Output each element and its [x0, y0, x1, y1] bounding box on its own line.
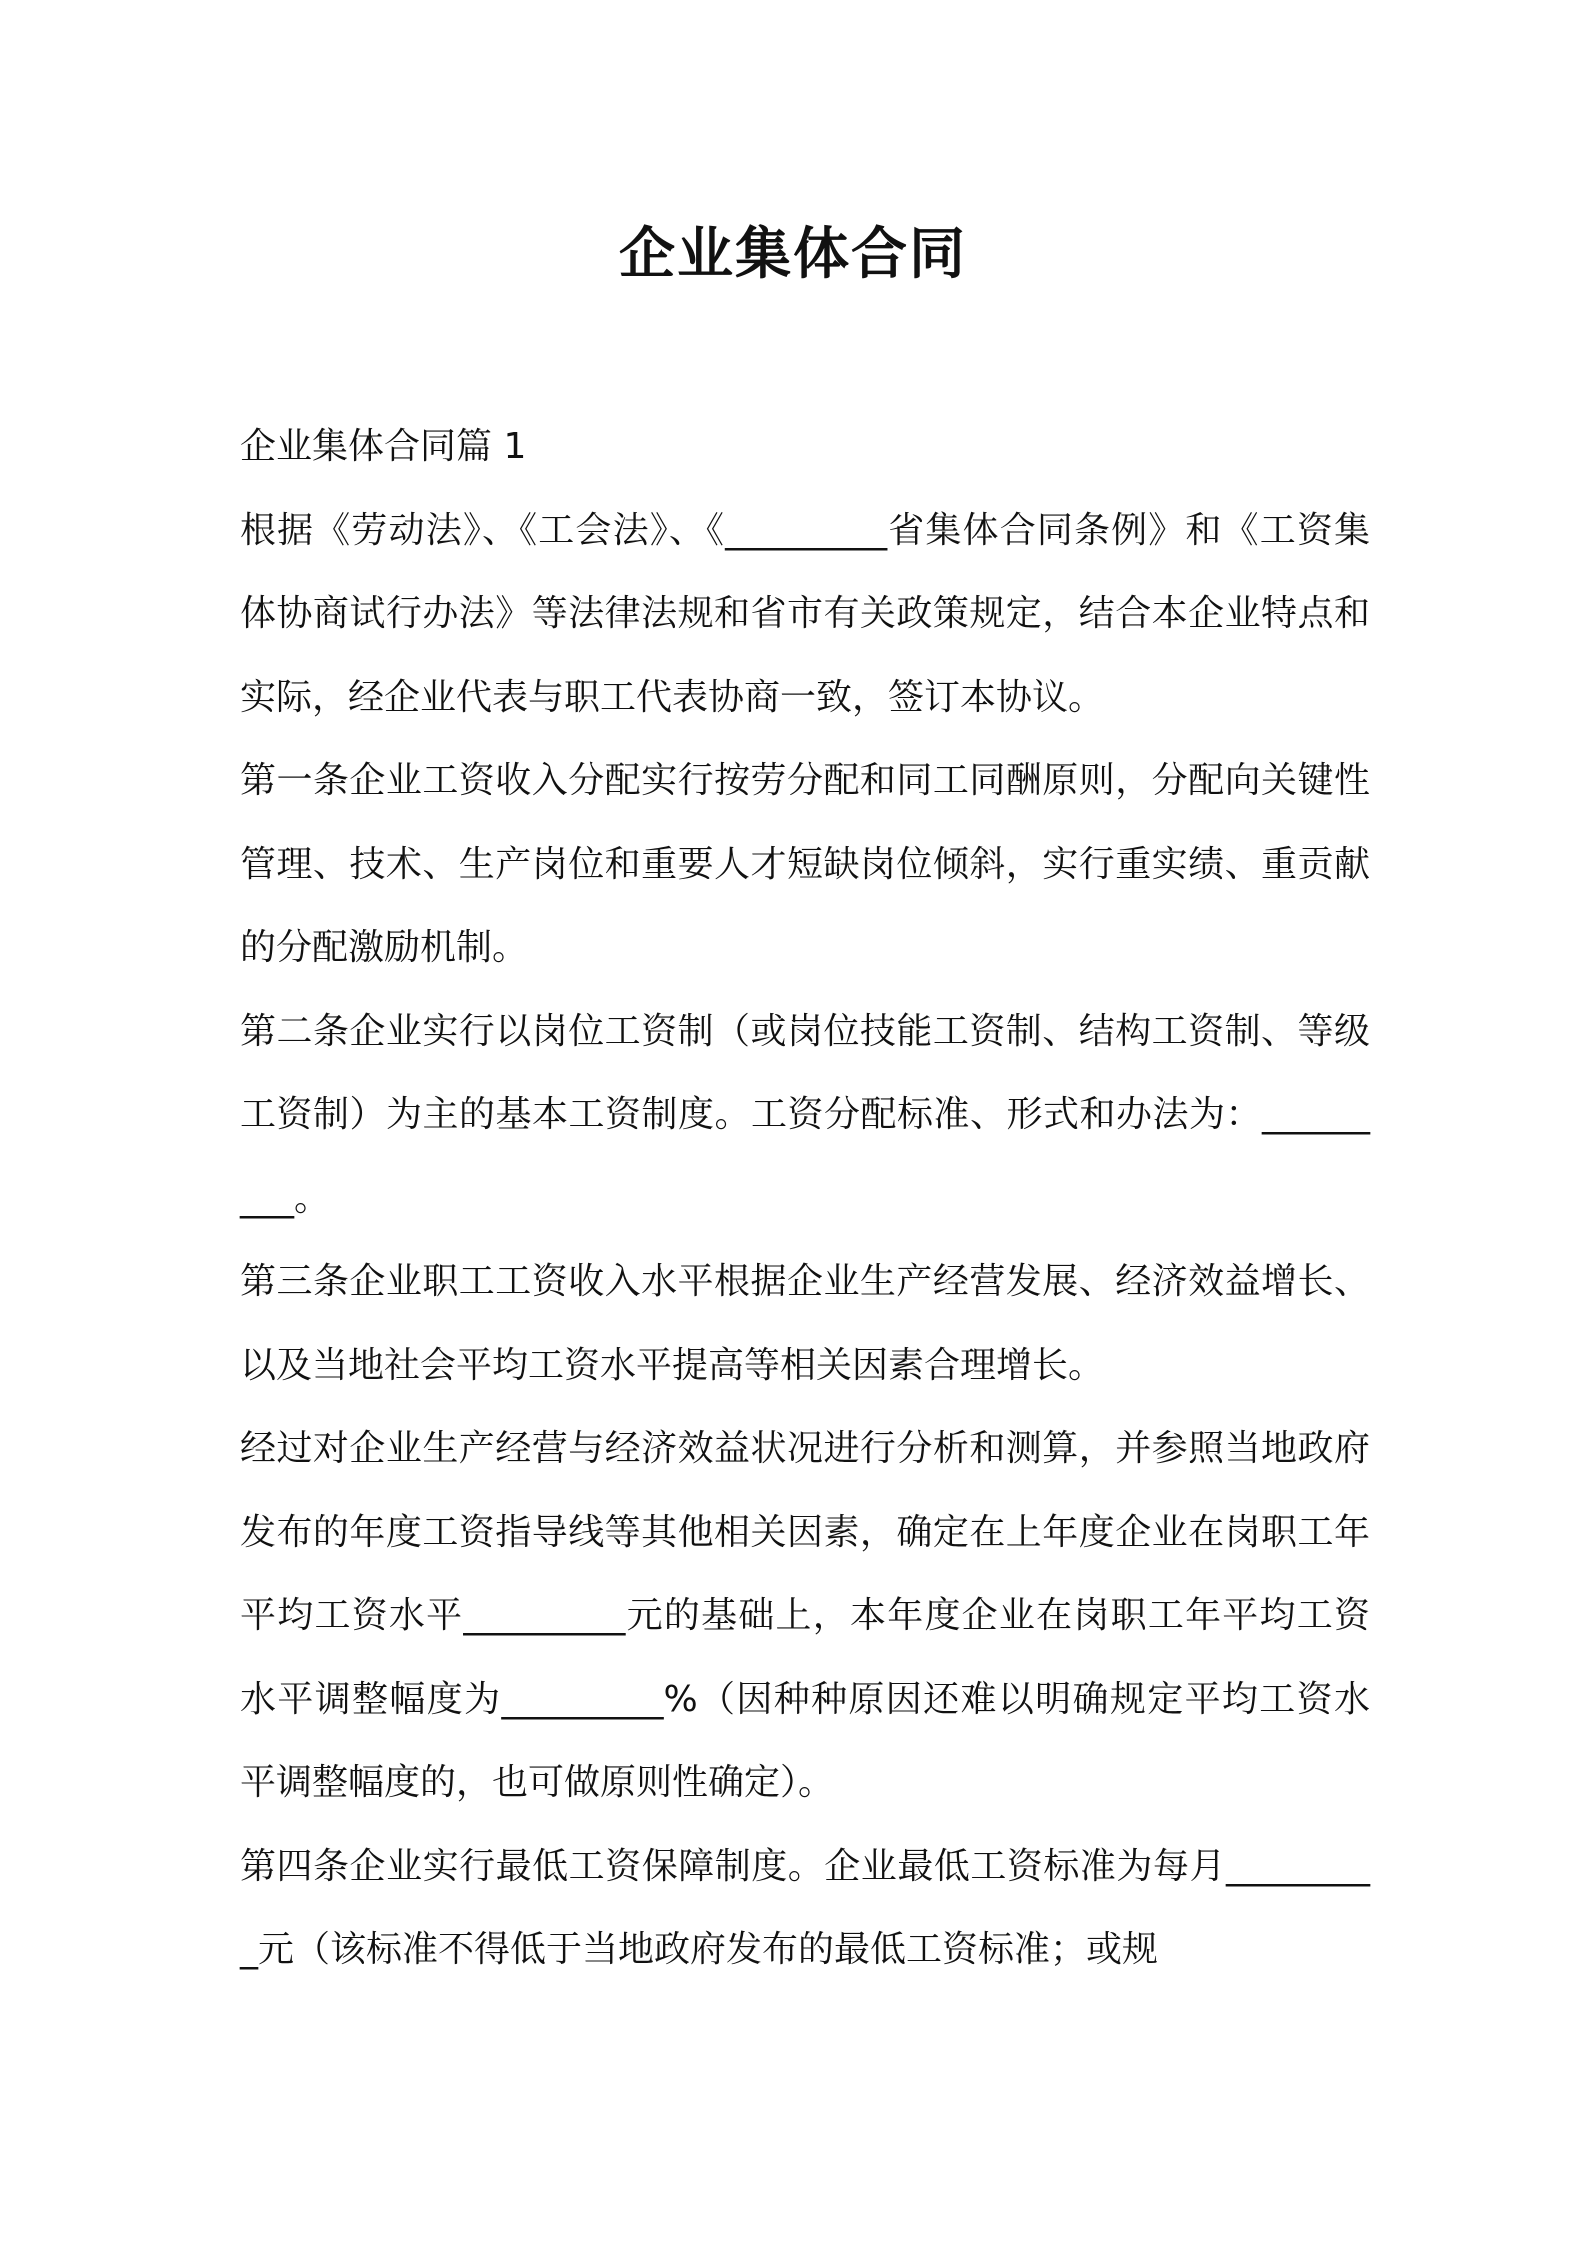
article-1-paragraph: 第一条企业工资收入分配实行按劳分配和同工同酬原则，分配向关键性管理、技术、生产岗位和重要人才短缺岗位倾斜，实行重实绩、重贡献的分配激励机制。 — [240, 760, 1370, 968]
wage-adjustment-paragraph: 经过对企业生产经营与经济效益状况进行分析和测算，并参照当地政府发布的年度工资指导线等其他相关因素，确定在上年度企业在岗职工年平均工资水平_________元的基础上，本年度企业在岗职工年平均工资水平调整幅度为_________%（因种种原因还难以明确规定平均工资水平调整幅度的，也可做原则性确定）。 — [240, 1428, 1370, 1803]
article-4-paragraph: 第四条企业实行最低工资保障制度。企业最低工资标准为每月_________元（该标准不得低于当地政府发布的最低工资标准；或规 — [240, 1845, 1370, 1970]
document-title: 企业集体合同 — [619, 222, 967, 287]
article-2-paragraph: 第二条企业实行以岗位工资制（或岗位技能工资制、结构工资制、等级工资制）为主的基本工资制度。工资分配标准、形式和办法为：_________。 — [240, 1010, 1370, 1219]
section-heading: 企业集体合同篇 1 — [240, 426, 527, 467]
document-body — [240, 405, 1370, 1992]
article-3-paragraph: 第三条企业职工工资收入水平根据企业生产经营发展、经济效益增长、以及当地社会平均工资水平提高等相关因素合理增长。 — [240, 1261, 1370, 1386]
preamble-paragraph: 根据《劳动法》、《工会法》、《_________省集体合同条例》和《工资集体协商试行办法》等法律法规和省市有关政策规定，结合本企业特点和实际，经企业代表与职工代表协商一致，签订本协议。 — [240, 509, 1370, 718]
